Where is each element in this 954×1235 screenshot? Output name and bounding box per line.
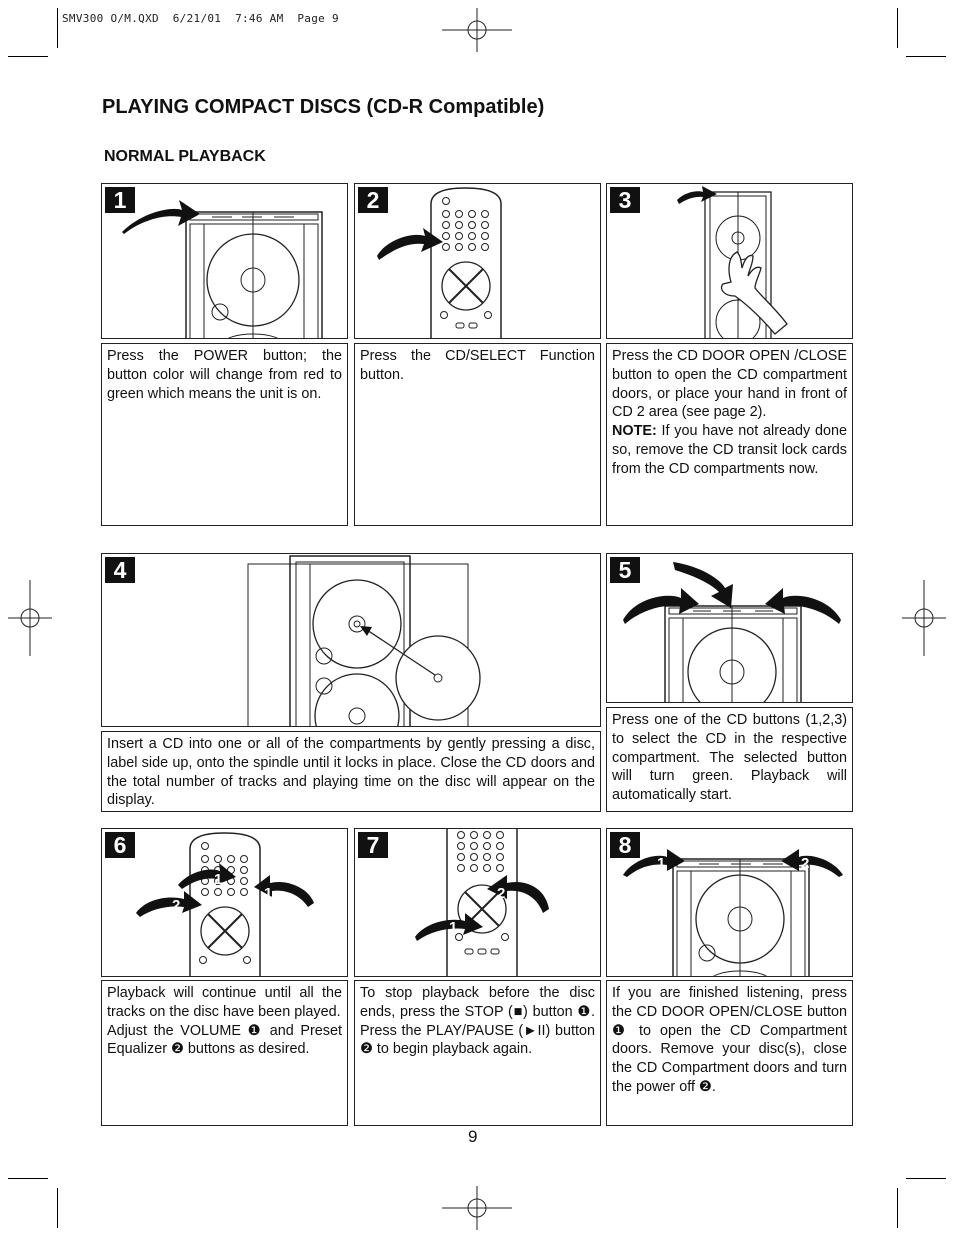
step-6-illustration bbox=[101, 828, 348, 977]
step-4-text: Insert a CD into one or all of the compartments by gently pressing a disc, label side up, onto the spindle until it locks in place. Close the CD doors and the total number of tracks and playing time on the disc will appear on the display. bbox=[101, 731, 601, 812]
registration-mark bbox=[902, 580, 946, 656]
callout-label: 2 bbox=[497, 885, 506, 902]
step-2-text: Press the CD/SELECT Function button. bbox=[354, 343, 601, 526]
step-5-text: Press one of the CD buttons (1,2,3) to select the CD in the respective compartment. The selected button will turn green. Playback will automatically start. bbox=[606, 707, 853, 812]
step-number-badge: 3 bbox=[610, 187, 640, 213]
step-7-text: To stop playback before the disc ends, press the STOP (■) button ❶. Press the PLAY/PAUSE (►II) button ❷ to begin playback again. bbox=[354, 980, 601, 1126]
cd-door-power-illustration bbox=[607, 829, 853, 977]
step-number-badge: 1 bbox=[105, 187, 135, 213]
cd-insert-illustration bbox=[102, 554, 601, 727]
callout-label: 1 bbox=[657, 855, 666, 872]
crop-mark bbox=[906, 56, 946, 57]
step-2-illustration bbox=[354, 183, 601, 339]
step-5-illustration bbox=[606, 553, 853, 703]
pointing-arrow-icon bbox=[136, 891, 202, 917]
pointing-arrow-icon bbox=[623, 588, 699, 624]
step-6-text: Playback will continue until all the tracks on the disc have been played. Adjust the VOLUME ❶ and Preset Equalizer ❷ buttons as desired. bbox=[101, 980, 348, 1126]
callout-label: 1 bbox=[449, 919, 458, 936]
step-7-illustration bbox=[354, 828, 601, 977]
section-title: NORMAL PLAYBACK bbox=[104, 148, 266, 165]
cd-door-open-illustration bbox=[607, 184, 853, 339]
step-number-badge: 4 bbox=[105, 557, 135, 583]
step-number-badge: 8 bbox=[610, 832, 640, 858]
registration-mark bbox=[442, 8, 512, 52]
cd-player-front-illustration bbox=[102, 184, 348, 339]
step-number-badge: 2 bbox=[358, 187, 388, 213]
pointing-arrow-icon bbox=[677, 186, 717, 204]
callout-label: 1 bbox=[264, 885, 273, 902]
crop-mark bbox=[897, 1188, 898, 1228]
remote-control-illustration bbox=[355, 184, 601, 339]
callout-label: 2 bbox=[172, 897, 181, 914]
page-number: 9 bbox=[468, 1127, 478, 1146]
callout-label: 2 bbox=[801, 855, 810, 872]
remote-volume-illustration bbox=[102, 829, 348, 977]
step-8-illustration bbox=[606, 828, 853, 977]
registration-mark bbox=[442, 1186, 512, 1230]
callout-label: 1 bbox=[214, 871, 223, 888]
step-1-text: Press the POWER button; the button color will change from red to green which means the unit is on. bbox=[101, 343, 348, 526]
crop-mark bbox=[57, 8, 58, 48]
hand-icon bbox=[722, 252, 788, 334]
remote-stop-play-illustration bbox=[355, 829, 601, 977]
step-number-badge: 5 bbox=[610, 557, 640, 583]
crop-mark bbox=[906, 1178, 946, 1179]
crop-mark bbox=[8, 56, 48, 57]
step-3-illustration bbox=[606, 183, 853, 339]
step-number-badge: 6 bbox=[105, 832, 135, 858]
crop-mark bbox=[8, 1178, 48, 1179]
step-number-badge: 7 bbox=[358, 832, 388, 858]
step-8-text: If you are finished listening, press the CD DOOR OPEN/CLOSE button ❶ to open the CD Compartment doors. Remove your disc(s), close the CD Compartment doors and turn the power off ❷. bbox=[606, 980, 853, 1126]
crop-mark bbox=[57, 1188, 58, 1228]
step-3-text: Press the CD DOOR OPEN /CLOSE button to open the CD compartment doors, or place your hand in front of CD 2 area (see page 2). NOTE: If you have not already done so, remove the CD transit lock cards from the CD compartments now. bbox=[606, 343, 853, 526]
step-1-illustration bbox=[101, 183, 348, 339]
registration-mark bbox=[8, 580, 52, 656]
pointing-arrow-icon bbox=[765, 588, 841, 624]
pointing-arrow-icon bbox=[781, 849, 843, 877]
page-title: PLAYING COMPACT DISCS (CD-R Compatible) bbox=[102, 96, 545, 118]
file-slug: SMV300 O/M.QXD 6/21/01 7:46 AM Page 9 bbox=[62, 12, 339, 25]
pointing-arrow-icon bbox=[254, 875, 314, 907]
cd-select-buttons-illustration bbox=[607, 554, 853, 703]
step-4-illustration bbox=[101, 553, 601, 727]
crop-mark bbox=[897, 8, 898, 48]
pointing-arrow-icon bbox=[377, 228, 443, 260]
